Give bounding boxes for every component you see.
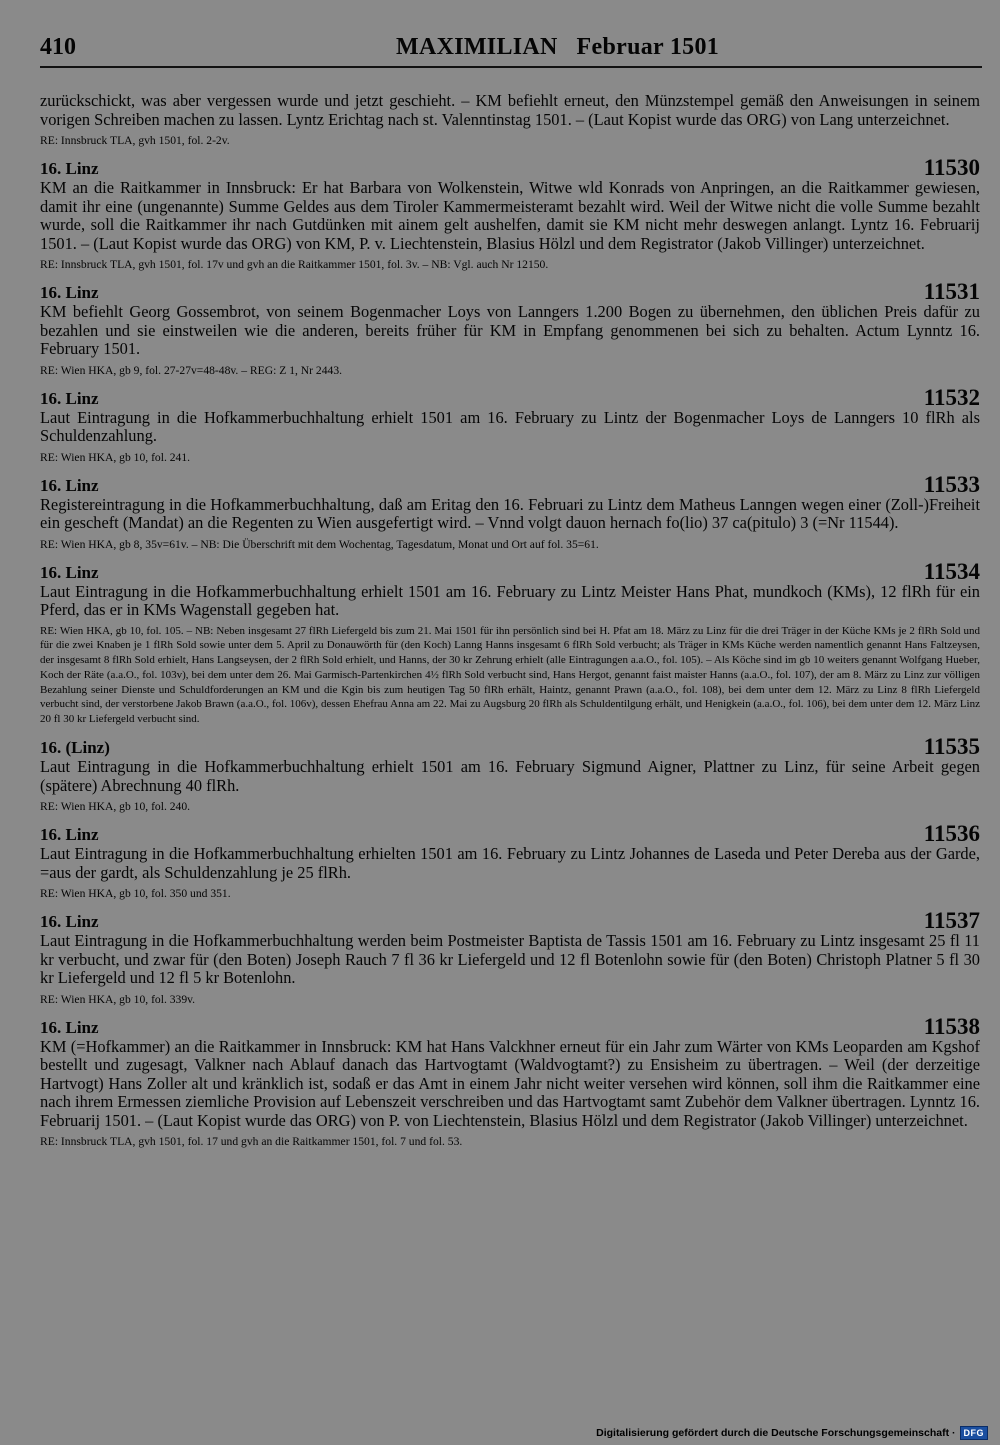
- entry-text: Laut Eintragung in die Hofkammerbuchhaltung werden beim Postmeister Baptista de Tassis 1501 am 16. February zu Lintz insgesamt 25 fl 11 kr verbucht, und zwar für (den Boten) Joseph Rauch 7 fl 36 kr Liefergeld und 12 fl Botenlohn sowie für (den Boten) Christoph Platner 5 fl 30 kr Liefergeld und 12 fl 5 kr Botenlohn.: [40, 931, 980, 988]
- entry-text: KM an die Raitkammer in Innsbruck: Er hat Barbara von Wolkenstein, Witwe wld Konrads von Anpringen, an die Raitkammer gewiesen, damit ihr eine (ungenannte) Summe Geldes aus dem Tiroler Kammermeisteramt bezahlt wird. Weil der Witwe nicht die volle Summe bezahlt wurde, soll die Raitkammer ihr nach Gutdünken mit ainem gelt aushelfen, damit sie KM nicht mehr deswegen anlangt. Lyntz 16. Februarij 1501. – (Laut Kopist wurde das ORG) von KM, P. v. Liechtenstein, Blasius Hölzl und dem Registrator (Jakob Villinger) unterzeichnet.: [40, 178, 980, 253]
- running-title: MAXIMILIAN Februar 1501: [396, 34, 720, 60]
- dfg-logo-icon: DFG: [960, 1426, 989, 1440]
- entry-text: Laut Eintragung in die Hofkammerbuchhaltung erhielt 1501 am 16. February zu Lintz Meister Hans Phat, mundkoch (KMs), 12 flRh für ein Pferd, das er in KMs Wagenstall gegeben hat.: [40, 581, 980, 619]
- footer-credit: Digitalisierung gefördert durch die Deutsche Forschungsgemeinschaft ·: [596, 1427, 956, 1439]
- page-header: [40, 30, 982, 68]
- entry-text: Laut Eintragung in die Hofkammerbuchhaltung erhielten 1501 am 16. February zu Lintz Johannes de Laseda und Peter Dereba aus der Garde, =aus der gardt, als Schuldenzahlung je 25 flRh.: [40, 844, 980, 882]
- entry-number: 11535: [923, 734, 980, 760]
- entry-date: 16. Linz: [40, 388, 99, 408]
- entry-date: 16. (Linz): [40, 738, 110, 758]
- entry-text: KM befiehlt Georg Gossembrot, von seinem Bogenmacher Loys von Lanngers 1.200 Bogen zu übernehmen, den üblichen Preis dafür zu bezahlen und sie einstweilen wie die anderen, bereits früher für KM in Empfang genommenen bei sich zu behalten. Actum Lynntz 16. February 1501.: [40, 302, 980, 358]
- entry-text: KM (=Hofkammer) an die Raitkammer in Innsbruck: KM hat Hans Valckhner erneut für ein Jahr zum Wärter von KMs Leoparden am Kgshof bestellt und zugesagt, Valkner nach Ablauf danach das Hartvogtamt (Waldvogtamt?) zu Ensisheim zu übertragen. – Weil (der derzeitige Hartvogt) Hans Zoller alt und kränklich ist, sodaß er das Amt in einem Jahr nicht weiter versehen wird können, soll ihm die Raitkammer eine nach ihrem Ermessen ziemliche Provision auf Lebenszeit verschreiben und das Hartvogtamt samt Zubehör dem Valkner übertragen. Lynntz 16. Februarij 1501. – (Laut Kopist wurde das ORG) von P. von Liechtenstein, Blasius Hölzl und dem Registrator (Jakob Villinger) unterzeichnet.: [40, 1036, 980, 1130]
- entry-text: Laut Eintragung in die Hofkammerbuchhaltung erhielt 1501 am 16. February Sigmund Aigner, Plattner zu Linz, für seine Arbeit gegen (spätere) Abrechnung 40 flRh.: [40, 757, 980, 795]
- entry-number: 11530: [923, 155, 980, 180]
- entry-date: 16. Linz: [40, 475, 99, 495]
- intro-paragraph: zurückschickt, was aber vergessen wurde und jetzt geschieht. – KM befiehlt erneut, den Münzstempel gemäß den Anweisungen in seinem vorigen Schreiben machen zu lassen. Lyntz Erichtag nach st. Valenntinstag 1501. – (Laut Kopist wurde das ORG) von Lang unterzeichnet.: [40, 91, 980, 129]
- entry-text: Laut Eintragung in die Hofkammerbuchhaltung erhielt 1501 am 16. February zu Lintz der Bogenmacher Loys de Lanngers 10 flRh als Schuldenzahlung.: [40, 407, 980, 445]
- entry-note: RE: Wien HKA, gb 9, fol. 27-27v=48-48v. – REG: Z 1, Nr 2443.: [40, 363, 343, 377]
- entry-11535: [40, 736, 980, 814]
- entry-date: 16. Linz: [40, 912, 99, 932]
- entry-note: RE: Wien HKA, gb 8, 35v=61v. – NB: Die Überschrift mit dem Wochentag, Tagesdatum, Monat und Ort auf fol. 35=61.: [40, 537, 599, 551]
- entry-note: RE: Wien HKA, gb 10, fol. 105. – NB: Neben insgesamt 27 flRh Liefergeld bis zum 21. Mai 1501 für ihn persönlich sind bei H. Pfat am 18. März zu Linz für die drei Träger in der Küche KMs je 2 flRh Sold und für die zwei Knaben je 1 flRh Sold sowie unter dem 5. April zu Donauwörth für (den Koch) Lanng Hanns insgesamt 6 flRh Sold verbucht; als Träger in KMs Küche werden namentlich genannt Hans Faltzeysen, der insgesamt 8 flRh Sold erhielt, Hans Langseysen, der 2 flRh Sold erhielt, und Hanns, der 30 kr Zehrung erhielt (alle Eintragungen a.a.O., fol. 105). – Als Köche sind im gb 10 weiters genannt Wolfgang Hueber, Koch der Räte (a.a.O., fol. 103v), bei dem unter dem 26. Mai Garmisch-Partenkirchen 4½ flRh Sold verbucht sind, Hans Hergot, genannt faist maister Hanns (a.a.O., fol. 107), der am 8. März zu Linz zur völligen Bezahlung seiner Dienste und Schuldforderungen an KM und die Kgin bis zum heutigen Tag 50 flRh erhält, Haintz, genannt Prawn (a.a.O., fol. 108), bei dem unter dem 12. März zu Linz 8 flRh Liefergeld verbucht sind, der verstorbene Jakob Brawn (a.a.O., fol. 106v), dessen Ehefrau Anna am 22. Mai zu Augsburg 20 flRh als Schuldentilgung erhält, und Henigkein (a.a.O., fol. 106), bei dem unter dem 12. März Linz 20 fl 30 kr Liefergeld verbucht sind.: [40, 624, 980, 726]
- entry-note: RE: Wien HKA, gb 10, fol. 350 und 351.: [40, 887, 231, 901]
- page-number: 410: [40, 34, 76, 60]
- entry-number: 11538: [923, 1013, 980, 1039]
- entry-date: 16. Linz: [40, 1017, 99, 1037]
- entry-date: 16. Linz: [40, 825, 99, 845]
- entry-number: 11532: [923, 384, 980, 410]
- entry-11532: [40, 384, 980, 465]
- entry-11530: [40, 157, 980, 272]
- page-content: [40, 92, 980, 1149]
- entry-date: 16. Linz: [40, 562, 99, 582]
- entry-note: RE: Wien HKA, gb 10, fol. 241.: [40, 450, 191, 464]
- entry-11538: [40, 1013, 980, 1150]
- entry-11534: [40, 558, 980, 728]
- entry-note: RE: Wien HKA, gb 10, fol. 240.: [40, 800, 191, 814]
- entry-note: RE: Innsbruck TLA, gvh 1501, fol. 17v und gvh an die Raitkammer 1501, fol. 3v. – NB: Vgl. auch Nr 12150.: [40, 258, 549, 271]
- entry-note: RE: Innsbruck TLA, gvh 1501, fol. 17 und gvh an die Raitkammer 1501, fol. 7 und fol. 53.: [40, 1135, 463, 1149]
- entry-date: 16. Linz: [40, 283, 99, 302]
- entry-number: 11531: [923, 279, 980, 304]
- page-footer: [596, 1425, 988, 1441]
- intro-note: RE: Innsbruck TLA, gvh 1501, fol. 2-2v.: [40, 134, 230, 147]
- entry-11536: [40, 823, 980, 901]
- entry-11533: [40, 471, 980, 552]
- entry-note: RE: Wien HKA, gb 10, fol. 339v.: [40, 992, 196, 1006]
- entry-number: 11533: [923, 471, 980, 497]
- entry-11531: [40, 281, 980, 378]
- entry-11537: [40, 910, 980, 1007]
- entry-number: 11536: [923, 821, 980, 847]
- entry-date: 16. Linz: [40, 159, 99, 178]
- entry-number: 11537: [923, 908, 980, 934]
- entry-number: 11534: [923, 558, 980, 584]
- entry-text: Registereintragung in die Hofkammerbuchhaltung, daß am Eritag den 16. Februari zu Lintz dem Matheus Lanngen wegen einer (Zoll-)Freiheit ein gescheft (Mandat) an die Regenten zu Wien ausgefertigt wird. – Vnnd volgt dauon hernach fo(lio) 37 ca(pitulo) 3 (=Nr 11544).: [40, 494, 980, 532]
